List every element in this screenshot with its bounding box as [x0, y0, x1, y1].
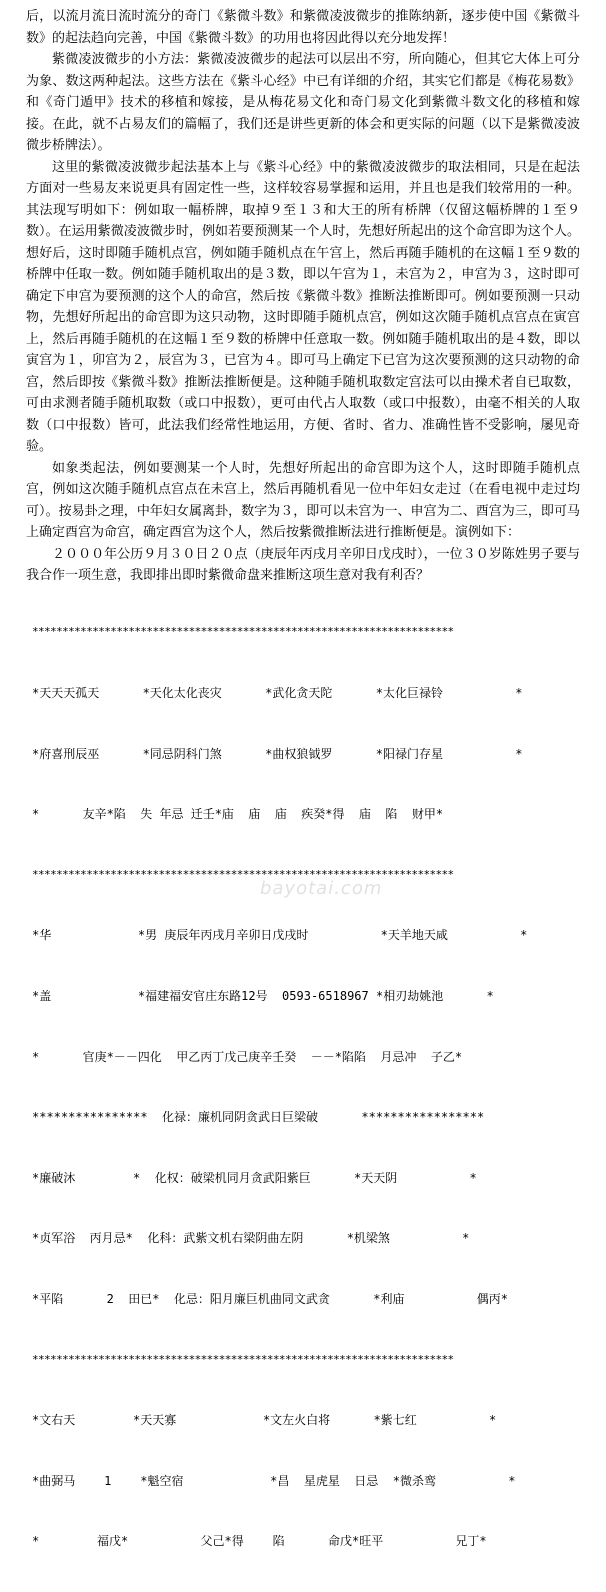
chart-border-line: **********************************************************************	[32, 867, 454, 881]
chart-line: *贞军浴 丙月忌* 化科：武紫文机右梁阴曲左阴 *机梁煞 *	[32, 1231, 470, 1246]
body-text	[26, 6, 580, 587]
chart-line: *廉破沐 * 化权：破梁机同月贪武阳紫巨 *天天阴 *	[32, 1170, 477, 1185]
watermark: bayotai.com	[260, 878, 383, 899]
paragraph: 如象类起法，例如要测某一个人时，先想好所起出的命宫即为这个人，这时即随手随机点宫，例如这次随手随机点宫点在未宫上，然后再随机看见一位中年妇女走过（在看电视中走过均可）。按易卦之理，中年妇女属离卦，数字为３，即可以未宫为一、申宫为二、酉宫为三，即可马上确定酉宫为命宫，确定酉宫为这个人，然后按紫微推断法进行推断便是。演例如下：	[26, 460, 580, 540]
chart-line: **************** 化禄：廉机同阴贪武日巨梁破 *****************	[32, 1110, 485, 1125]
chart-line: * 友辛*陷 失 年忌 迁壬*庙 庙 庙 疾癸*得 庙 陷 财甲*	[32, 807, 444, 822]
chart-line: *华 *男 庚辰年丙戌月辛卯日戊戌时 *天羊地天咸 *	[32, 928, 528, 943]
chart-line: *平陷 2 田已* 化忌：阳月廉巨机曲同文武贪 *利庙 偶丙*	[32, 1291, 508, 1306]
ziwei-chart	[32, 582, 588, 1592]
chart-line: * 福戊* 父己*得 陷 命戊*旺平 兄丁*	[32, 1534, 487, 1549]
chart-line: *文右天 *天天寡 *文左火白将 *紫七红 *	[32, 1413, 497, 1428]
chart-border-line: **********************************************************************	[32, 625, 454, 639]
paragraph: ２０００年公历９月３０日２０点（庚辰年丙戌月辛卯日戊戌时），一位３０岁陈姓男子要与我合作一项生意，我即排出即时紫微命盘来推断这项生意对我有利否？	[26, 546, 580, 583]
chart-line: *府喜刑辰巫 *同忌阴科门煞 *曲权狼钺罗 *阳禄门存星 *	[32, 746, 523, 761]
chart-border-line: **********************************************************************	[32, 1352, 454, 1366]
paragraph: 这里的紫微凌波微步起法基本上与《紫斗心经》中的紫微凌波微步的取法相同，只是在起法方面对一些易友来说更具有固定性一些，这样较容易掌握和运用，并且也是我们较常用的一种。其法现写明如下：例如取一幅桥牌，取掉９至１３和大王的所有桥牌（仅留这幅桥牌的１至９数）。在运用紫微凌波微步时，例如若要预测某一个人时，先想好所起出的这个命宫即为这个人。想好后，这时即随手随机点宫，例如随手随机点在午宫上，然后再随手随机的在这幅１至９数的桥牌中任取一数。例如随手随机取出的是３数，即以午宫为１，未宫为２，申宫为３，这时即可确定下申宫为要预测的这个人的命宫，然后按《紫微斗数》推断法推断即可。例如要预测一只动物，先想好所起出的命宫即为这只动物，这时即随手随机点宫，例如这次随手随机点宫点在寅宫上，然后再随手随机的在这幅１至９数的桥牌中任意取一数。例如随手随机取出的是４数，即以寅宫为１，卯宫为２，辰宫为３，已宫为４。即可马上确定下已宫为这次要预测的这只动物的命宫，然后即按《紫微斗数》推断法推断便是。这种随手随机取数定宫法可以由操术者自已取数，可由求测者随手随机取数（或口中报数），更可由代占人取数（或口中报数），由毫不相关的人取数（口中报数）皆可，此法我们经常性地运用，方便、省时、省力、准确性皆不受影响，屡见奇验。	[26, 159, 580, 454]
chart-line: *天天天孤天 *天化太化丧灾 *武化贪天陀 *太化巨禄铃 *	[32, 686, 523, 700]
chart-line: *曲弼马 1 *魁空宿 *昌 星虎星 日忌 *微杀鸾 *	[32, 1473, 516, 1488]
chart-line: *盖 *福建福安官庄东路12号 0593-6518967 *相刃劫姚池 *	[32, 988, 494, 1003]
chart-line: * 官庚*－－四化 甲乙丙丁戊己庚辛壬癸 －－*陷陷 月忌冲 子乙*	[32, 1049, 463, 1064]
paragraph: 紫微凌波微步的小方法：紫微凌波微步的起法可以层出不穷，所向随心，但其它大体上可分为象、数这两种起法。这些方法在《紫斗心经》中已有详细的介绍，其实它们都是《梅花易数》和《奇门遁甲》技术的移植和嫁接，是从梅花易文化和奇门易文化到紫微斗数文化的移植和嫁接。在此，就不占易友们的篇幅了，我们还是讲些更新的体会和更实际的问题（以下是紫微凌波微步桥牌法）。	[26, 52, 580, 153]
paragraph: 后，以流月流日流时流分的奇门《紫微斗数》和紫微凌波微步的推陈纳新，逐步使中国《紫微斗数》的起法趋向完善，中国《紫微斗数》的功用也将因此得以充分地发挥！	[26, 9, 580, 46]
